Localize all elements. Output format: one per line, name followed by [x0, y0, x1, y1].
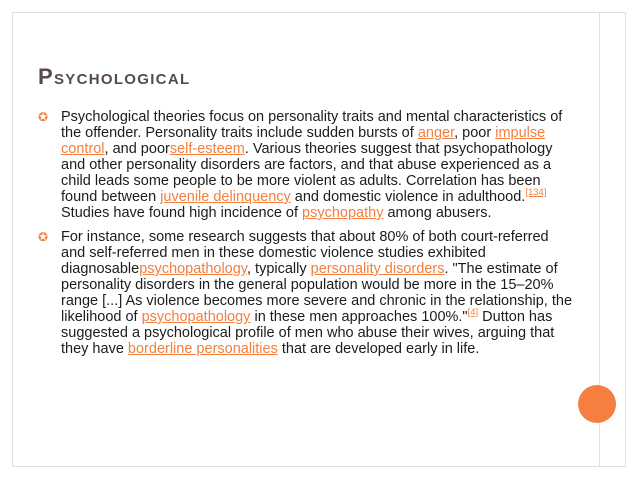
bullet-text-segment: among abusers.	[383, 205, 492, 221]
bullet-text	[61, 229, 572, 357]
bullet-text-segment: and domestic violence in adulthood.	[290, 189, 526, 205]
bullet-list	[38, 109, 573, 365]
citation-link[interactable]: [4]	[467, 307, 479, 319]
slide-title	[38, 64, 190, 90]
bullet-text-segment: Studies have found high incidence of	[61, 205, 303, 221]
bullet-text-segment: . Various theories suggest that psychopathology and other personality disorders are factors, and that abuse experienced as a child leads some people to be more violent as adults. Correlation has been found between	[61, 141, 553, 205]
inline-link[interactable]: psychopathology	[139, 261, 247, 277]
bullet-text-segment: Psychological theories focus on personality traits and mental characteristics of the offender. Personality traits include sudden bursts of	[61, 109, 563, 141]
inline-link[interactable]: psychopathy	[302, 205, 384, 221]
inline-link[interactable]: psychopathology	[141, 309, 251, 325]
inline-link[interactable]: self-esteem	[169, 141, 245, 157]
citation-link[interactable]: [134]	[525, 187, 547, 199]
bullet-item-1	[38, 109, 573, 221]
bullet-marker-icon: ✪	[38, 230, 49, 244]
inline-link[interactable]: borderline personalities	[127, 341, 278, 357]
bullet-text-segment: . "The estimate of personality disorders in the general population would be more in the 15–20% range [...] As violence becomes more severe and chronic in the relationship, the likelihood of	[61, 261, 573, 325]
bullet-text-segment: Dutton has suggested a psychological profile of men who abuse their wives, arguing that they have	[61, 309, 555, 357]
bullet-text-segment: , typically	[246, 261, 311, 277]
bullet-text-segment: , poor	[454, 125, 496, 141]
bullet-item-2	[38, 229, 573, 357]
inline-link[interactable]: juvenile delinquency	[160, 189, 291, 205]
bullet-marker-icon: ✪	[38, 110, 49, 124]
bullet-text-segment: , and poor	[104, 141, 170, 157]
accent-circle	[578, 385, 616, 423]
inline-link[interactable]: impulse control	[61, 125, 546, 157]
slide-title-text: Psychological	[38, 64, 191, 89]
inline-link[interactable]: personality disorders	[310, 261, 445, 277]
bullet-text-segment: in these men approaches 100%."	[250, 309, 468, 325]
inline-link[interactable]: anger	[417, 125, 455, 141]
bullet-text	[61, 109, 562, 221]
bullet-text-segment: that are developed early in life.	[277, 341, 480, 357]
bullet-text-segment: For instance, some research suggests that about 80% of both court-referred and self-referred men in these domestic violence studies exhibited diagnosable	[61, 229, 549, 277]
